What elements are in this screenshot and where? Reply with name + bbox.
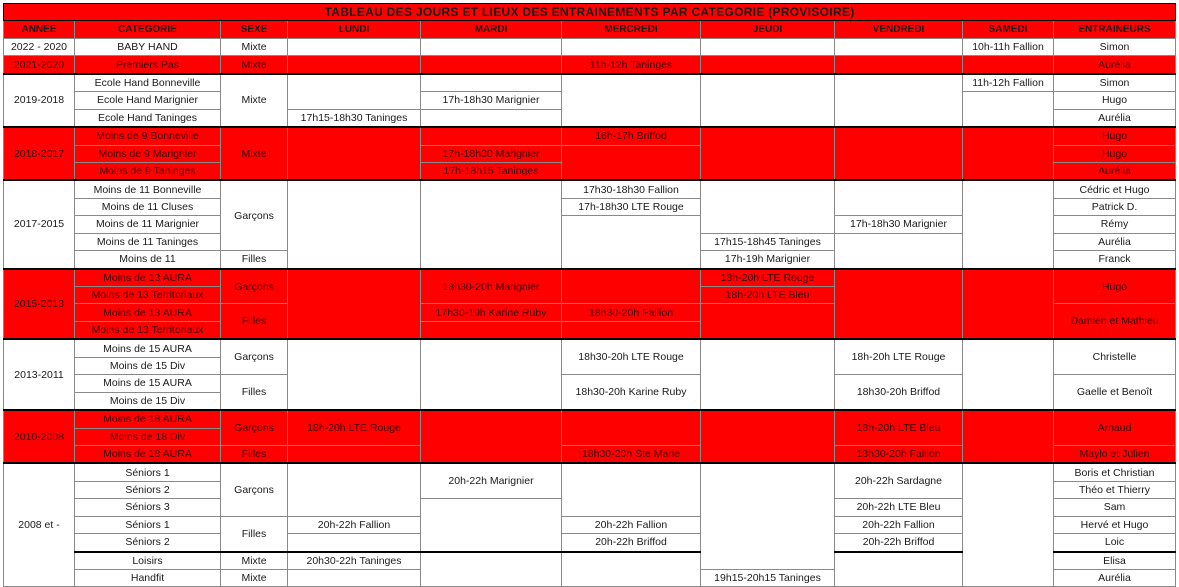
schedule-sheet: [3, 3, 1176, 587]
session-cell: 11h-12h Fallion: [963, 74, 1054, 92]
session-cell: [421, 499, 562, 552]
session-cell: [421, 127, 562, 145]
year-cell: 2018-2017: [4, 127, 75, 180]
year-cell: 2015-2013: [4, 269, 75, 340]
session-cell: 18h-20h LTE Bleu: [835, 410, 963, 445]
session-cell: [421, 339, 562, 410]
session-cell: [701, 180, 835, 233]
session-cell: [288, 38, 421, 55]
trainer-cell: Sam: [1054, 499, 1176, 516]
session-cell: [701, 410, 835, 463]
session-cell: 17h-19h Marignier: [701, 251, 835, 269]
session-cell: 18h-20h LTE Rouge: [835, 339, 963, 374]
session-cell: [963, 127, 1054, 180]
trainer-cell: Franck: [1054, 251, 1176, 269]
category-cell: Handfit: [75, 570, 221, 587]
sex-cell: Garçons: [221, 410, 288, 445]
category-cell: Séniors 1: [75, 516, 221, 533]
session-cell: 17h30-18h30 Fallion: [562, 180, 701, 198]
trainer-cell: Loic: [1054, 534, 1176, 552]
header-sexe: SEXE: [221, 21, 288, 38]
session-cell: [963, 339, 1054, 410]
session-cell: 20h-22h Fallion: [562, 516, 701, 533]
header-vendredi: VENDREDI: [835, 21, 963, 38]
session-cell: 18h30-20h Fallion: [562, 304, 701, 321]
session-cell: [562, 145, 701, 180]
trainer-cell: Hervé et Hugo: [1054, 516, 1176, 533]
trainer-cell: Elisa: [1054, 552, 1176, 570]
header-entraineurs: ENTRAINEURS: [1054, 21, 1176, 38]
trainer-cell: Hugo: [1054, 127, 1176, 145]
session-cell: 11h-12h Taninges: [562, 56, 701, 74]
trainer-cell: Arnaud: [1054, 410, 1176, 445]
session-cell: [421, 74, 562, 92]
session-cell: 20h-22h Briffod: [562, 534, 701, 552]
session-cell: 20h-22h Fallion: [835, 516, 963, 533]
category-cell: Moins de 11 Taninges: [75, 233, 221, 250]
trainer-cell: Simon: [1054, 74, 1176, 92]
sex-cell: Mixte: [221, 74, 288, 127]
session-cell: 18h-20h LTE Rouge: [701, 269, 835, 287]
session-cell: [963, 180, 1054, 268]
category-cell: Ecole Hand Marignier: [75, 92, 221, 109]
category-cell: Moins de 11 Cluses: [75, 198, 221, 215]
trainer-cell: Maylo et Julien: [1054, 445, 1176, 463]
sex-cell: Mixte: [221, 570, 288, 587]
sex-cell: Garçons: [221, 180, 288, 250]
trainer-cell: Aurélia: [1054, 109, 1176, 127]
session-cell: [288, 269, 421, 340]
category-cell: Séniors 2: [75, 534, 221, 552]
session-cell: [562, 38, 701, 55]
category-cell: Moins de 15 AURA: [75, 339, 221, 357]
session-cell: 20h-22h Fallion: [288, 516, 421, 533]
trainer-cell: Aurélia: [1054, 233, 1176, 250]
category-cell: Moins de 9 Marignier: [75, 145, 221, 162]
table-title: TABLEAU DES JOURS ET LIEUX DES ENTRAINEMENTS PAR CATEGORIE (PROVISOIRE): [4, 4, 1176, 21]
header-mardi: MARDI: [421, 21, 562, 38]
session-cell: [963, 463, 1054, 587]
category-cell: Séniors 3: [75, 499, 221, 516]
session-cell: 17h-18h15 Taninges: [421, 162, 562, 180]
session-cell: [835, 233, 963, 268]
session-cell: 17h-18h30 LTE Rouge: [562, 198, 701, 215]
header-jeudi: JEUDI: [701, 21, 835, 38]
session-cell: 10h-11h Fallion: [963, 38, 1054, 55]
trainer-cell: Aurélia: [1054, 162, 1176, 180]
sex-cell: Filles: [221, 251, 288, 269]
session-cell: [963, 56, 1054, 74]
session-cell: 18h30-20h Marignier: [421, 269, 562, 304]
category-cell: Moins de 15 Div: [75, 392, 221, 410]
session-cell: [562, 216, 701, 269]
session-cell: 20h-22h LTE Bleu: [835, 499, 963, 516]
trainer-cell: Hugo: [1054, 145, 1176, 162]
session-cell: 18h-20h LTE Bleu: [701, 287, 835, 304]
session-cell: [701, 304, 835, 339]
trainer-cell: Rémy: [1054, 216, 1176, 233]
session-cell: 18h30-20h Briffod: [835, 375, 963, 410]
header-samedi: SAMEDI: [963, 21, 1054, 38]
session-cell: [835, 269, 963, 340]
session-cell: [835, 180, 963, 215]
session-cell: [963, 269, 1054, 340]
session-cell: [288, 56, 421, 74]
sex-cell: Garçons: [221, 463, 288, 516]
year-cell: 2008 et -: [4, 463, 75, 587]
header-annee: ANNEE: [4, 21, 75, 38]
sex-cell: Garçons: [221, 269, 288, 304]
session-cell: [562, 552, 701, 587]
session-cell: [288, 534, 421, 552]
session-cell: [288, 180, 421, 268]
table-row: [4, 56, 1176, 74]
sex-cell: Mixte: [221, 552, 288, 570]
session-cell: 17h15-18h30 Taninges: [288, 109, 421, 127]
session-cell: [421, 38, 562, 55]
session-cell: [421, 109, 562, 127]
table-row: [4, 38, 1176, 55]
table-row: [4, 339, 1176, 357]
session-cell: [288, 570, 421, 587]
category-cell: Moins de 11: [75, 251, 221, 269]
category-cell: Séniors 2: [75, 481, 221, 498]
sex-cell: Mixte: [221, 56, 288, 74]
table-row: [4, 410, 1176, 428]
session-cell: [835, 127, 963, 180]
category-cell: Moins de 11 Marignier: [75, 216, 221, 233]
session-cell: 18h-20h LTE Rouge: [288, 410, 421, 445]
sex-cell: Filles: [221, 304, 288, 339]
year-cell: 2013-2011: [4, 339, 75, 410]
category-cell: Ecole Hand Bonneville: [75, 74, 221, 92]
sex-cell: Mixte: [221, 127, 288, 180]
session-cell: [288, 339, 421, 410]
category-cell: Séniors 1: [75, 463, 221, 481]
session-cell: 18h30-20h Fallion: [835, 445, 963, 463]
session-cell: [421, 56, 562, 74]
session-cell: 19h15-20h15 Taninges: [701, 570, 835, 587]
sex-cell: Filles: [221, 375, 288, 410]
trainer-cell: Hugo: [1054, 92, 1176, 109]
session-cell: 18h30-20h Ste Marie: [562, 445, 701, 463]
header-categorie: CATEGORIE: [75, 21, 221, 38]
session-cell: 17h-18h30 Marignier: [421, 145, 562, 162]
year-cell: 2019-2018: [4, 74, 75, 127]
category-cell: Moins de 18 Div: [75, 428, 221, 445]
session-cell: [288, 463, 421, 516]
trainer-cell: Damien et Mathieu: [1054, 304, 1176, 339]
category-cell: Moins de 13 Territoriaux: [75, 287, 221, 304]
session-cell: [835, 74, 963, 127]
header-lundi: LUNDI: [288, 21, 421, 38]
category-cell: Ecole Hand Taninges: [75, 109, 221, 127]
session-cell: [562, 463, 701, 516]
year-cell: 2022 - 2020: [4, 38, 75, 55]
category-cell: Moins de 9 Taninges: [75, 162, 221, 180]
session-cell: 17h-18h30 Marignier: [835, 216, 963, 233]
session-cell: [421, 180, 562, 268]
session-cell: 16h-17h Briffod: [562, 127, 701, 145]
session-cell: 20h-22h Sardagne: [835, 463, 963, 498]
session-cell: 17h-18h30 Marignier: [421, 92, 562, 109]
sex-cell: Garçons: [221, 339, 288, 374]
session-cell: 17h30-19h Karine Ruby: [421, 304, 562, 321]
session-cell: [701, 74, 835, 127]
trainer-cell: Simon: [1054, 38, 1176, 55]
trainer-cell: Théo et Thierry: [1054, 481, 1176, 498]
session-cell: [963, 410, 1054, 463]
session-cell: 18h30-20h Karine Ruby: [562, 375, 701, 410]
session-cell: 18h30-20h LTE Rouge: [562, 339, 701, 374]
category-cell: BABY HAND: [75, 38, 221, 55]
trainer-cell: Christelle: [1054, 339, 1176, 374]
session-cell: [288, 74, 421, 109]
table-row: [4, 463, 1176, 481]
session-cell: 20h-22h Briffod: [835, 534, 963, 552]
session-cell: [835, 552, 963, 587]
session-cell: 20h-22h Marignier: [421, 463, 562, 498]
trainer-cell: Cédric et Hugo: [1054, 180, 1176, 198]
session-cell: [963, 92, 1054, 127]
year-cell: 2021-2020: [4, 56, 75, 74]
trainer-cell: Patrick D.: [1054, 198, 1176, 215]
category-cell: Loisirs: [75, 552, 221, 570]
category-cell: Moins de 11 Bonneville: [75, 180, 221, 198]
session-cell: [701, 38, 835, 55]
category-cell: Moins de 13 Territoriaux: [75, 321, 221, 339]
session-cell: [562, 269, 701, 304]
table-row: [4, 127, 1176, 145]
table-row: [4, 180, 1176, 198]
category-cell: Moins de 9 Bonneville: [75, 127, 221, 145]
sex-cell: Mixte: [221, 38, 288, 55]
session-cell: [421, 552, 562, 587]
category-cell: Moins de 13 AURA: [75, 304, 221, 321]
schedule-table: [3, 3, 1176, 587]
sex-cell: Filles: [221, 445, 288, 463]
session-cell: [421, 321, 562, 339]
category-cell: Premiers Pas: [75, 56, 221, 74]
category-cell: Moins de 18 AURA: [75, 445, 221, 463]
category-cell: Moins de 15 Div: [75, 357, 221, 374]
year-cell: 2017-2015: [4, 180, 75, 268]
table-row: [4, 269, 1176, 287]
trainer-cell: Boris et Christian: [1054, 463, 1176, 481]
session-cell: [288, 445, 421, 463]
category-cell: Moins de 15 AURA: [75, 375, 221, 392]
trainer-cell: Aurélia: [1054, 570, 1176, 587]
sex-cell: Filles: [221, 516, 288, 551]
session-cell: [562, 74, 701, 127]
header-mercredi: MERCREDI: [562, 21, 701, 38]
session-cell: [701, 56, 835, 74]
session-cell: [562, 321, 701, 339]
category-cell: Moins de 18 AURA: [75, 410, 221, 428]
session-cell: [701, 463, 835, 569]
session-cell: [288, 127, 421, 180]
trainer-cell: Aurélia: [1054, 56, 1176, 74]
trainer-cell: Gaelle et Benoît: [1054, 375, 1176, 410]
session-cell: [562, 410, 701, 445]
session-cell: [701, 339, 835, 410]
session-cell: [835, 56, 963, 74]
category-cell: Moins de 13 AURA: [75, 269, 221, 287]
session-cell: [835, 38, 963, 55]
year-cell: 2010-2008: [4, 410, 75, 463]
session-cell: [701, 127, 835, 180]
table-row: [4, 74, 1176, 92]
trainer-cell: Hugo: [1054, 269, 1176, 304]
session-cell: [421, 410, 562, 463]
session-cell: 20h30-22h Taninges: [288, 552, 421, 570]
session-cell: 17h15-18h45 Taninges: [701, 233, 835, 250]
